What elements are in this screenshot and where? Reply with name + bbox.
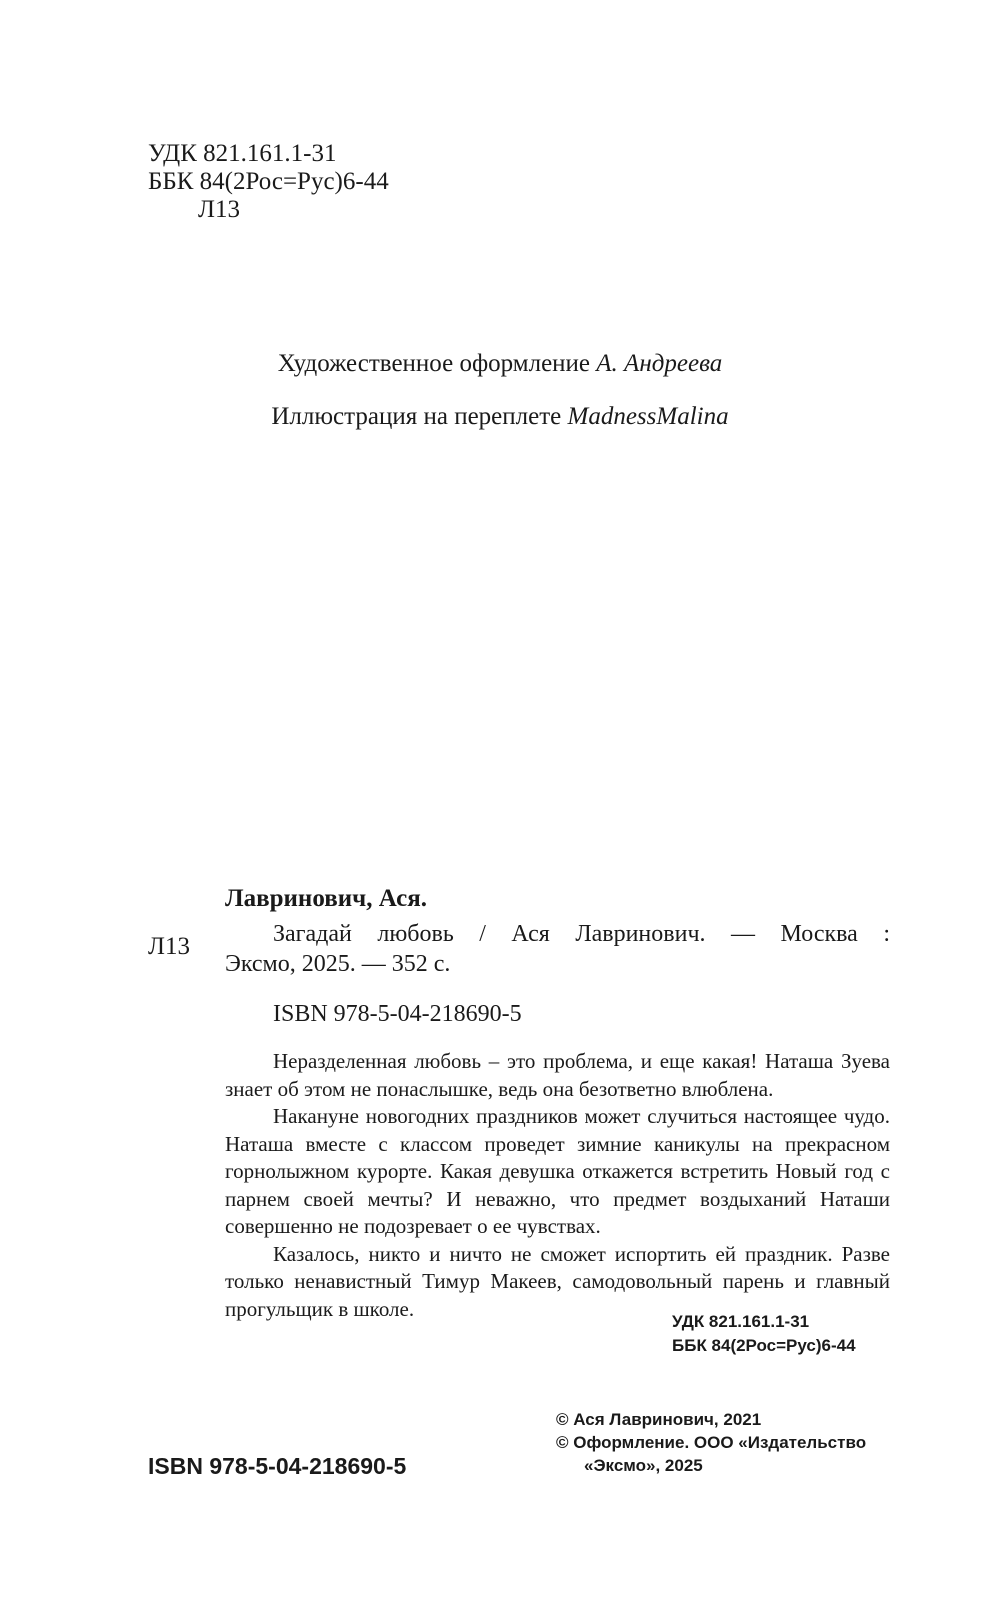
card-annotation <box>225 1048 890 1323</box>
isbn-footer: ISBN 978-5-04-218690-5 <box>148 1453 407 1479</box>
copyright-design-2: «Эксмо», 2025 <box>584 1456 703 1475</box>
copyright-block <box>556 1408 866 1477</box>
illustration-credit <box>0 403 1000 431</box>
design-name: А. Андреева <box>596 350 723 377</box>
design-label: Художественное оформление <box>277 350 591 377</box>
annotation-paragraph-2: Накануне новогодних праздников может случиться настоящее чудо. Наташа вместе с классом проведет зимние каникулы на прекрасном горнолыжном курорте. Какая девушка откажется встретить Новый год с парнем своей мечты? И неважно, что предмет воздыханий Наташи совершенно не подозревает о ее чувствах. <box>225 1104 890 1238</box>
copyright-design-1: © Оформление. ООО «Издательство <box>556 1433 867 1452</box>
card-bbk: ББК 84(2Рос=Рус)6-44 <box>672 1336 856 1355</box>
illustration-label: Иллюстрация на переплете <box>271 403 562 430</box>
card-mark: Л13 <box>148 933 190 960</box>
annotation-paragraph-1: Неразделенная любовь – это проблема, и еще какая! Наташа Зуева знает об этом не понаслышке, ведь она безответно влюблена. <box>225 1049 890 1101</box>
design-credit <box>0 350 1000 378</box>
copyright-author: © Ася Лавринович, 2021 <box>556 1410 762 1429</box>
author-mark: Л13 <box>198 196 240 223</box>
card-udk: УДК 821.161.1-31 <box>672 1312 810 1331</box>
classification-codes <box>148 140 389 224</box>
udk-code: УДК 821.161.1-31 <box>148 140 337 167</box>
illustration-name: MadnessMalina <box>567 403 729 430</box>
card-isbn: ISBN 978-5-04-218690-5 <box>273 1001 522 1027</box>
annotation-paragraph-3: Казалось, никто и ничто не сможет испортить ей праздник. Разве только ненавистный Тимур Макеев, самодовольный парень и главный прогульщик в школе. <box>225 1241 890 1321</box>
card-title-line-2: Эксмо, 2025. — 352 с. <box>225 951 451 977</box>
card-codes <box>672 1310 856 1358</box>
card-title-line: Загадай любовь / Ася Лавринович. — Москва : <box>273 921 890 947</box>
bbk-code: ББК 84(2Рос=Рус)6-44 <box>148 168 389 195</box>
card-author: Лавринович, Ася. <box>225 885 428 912</box>
